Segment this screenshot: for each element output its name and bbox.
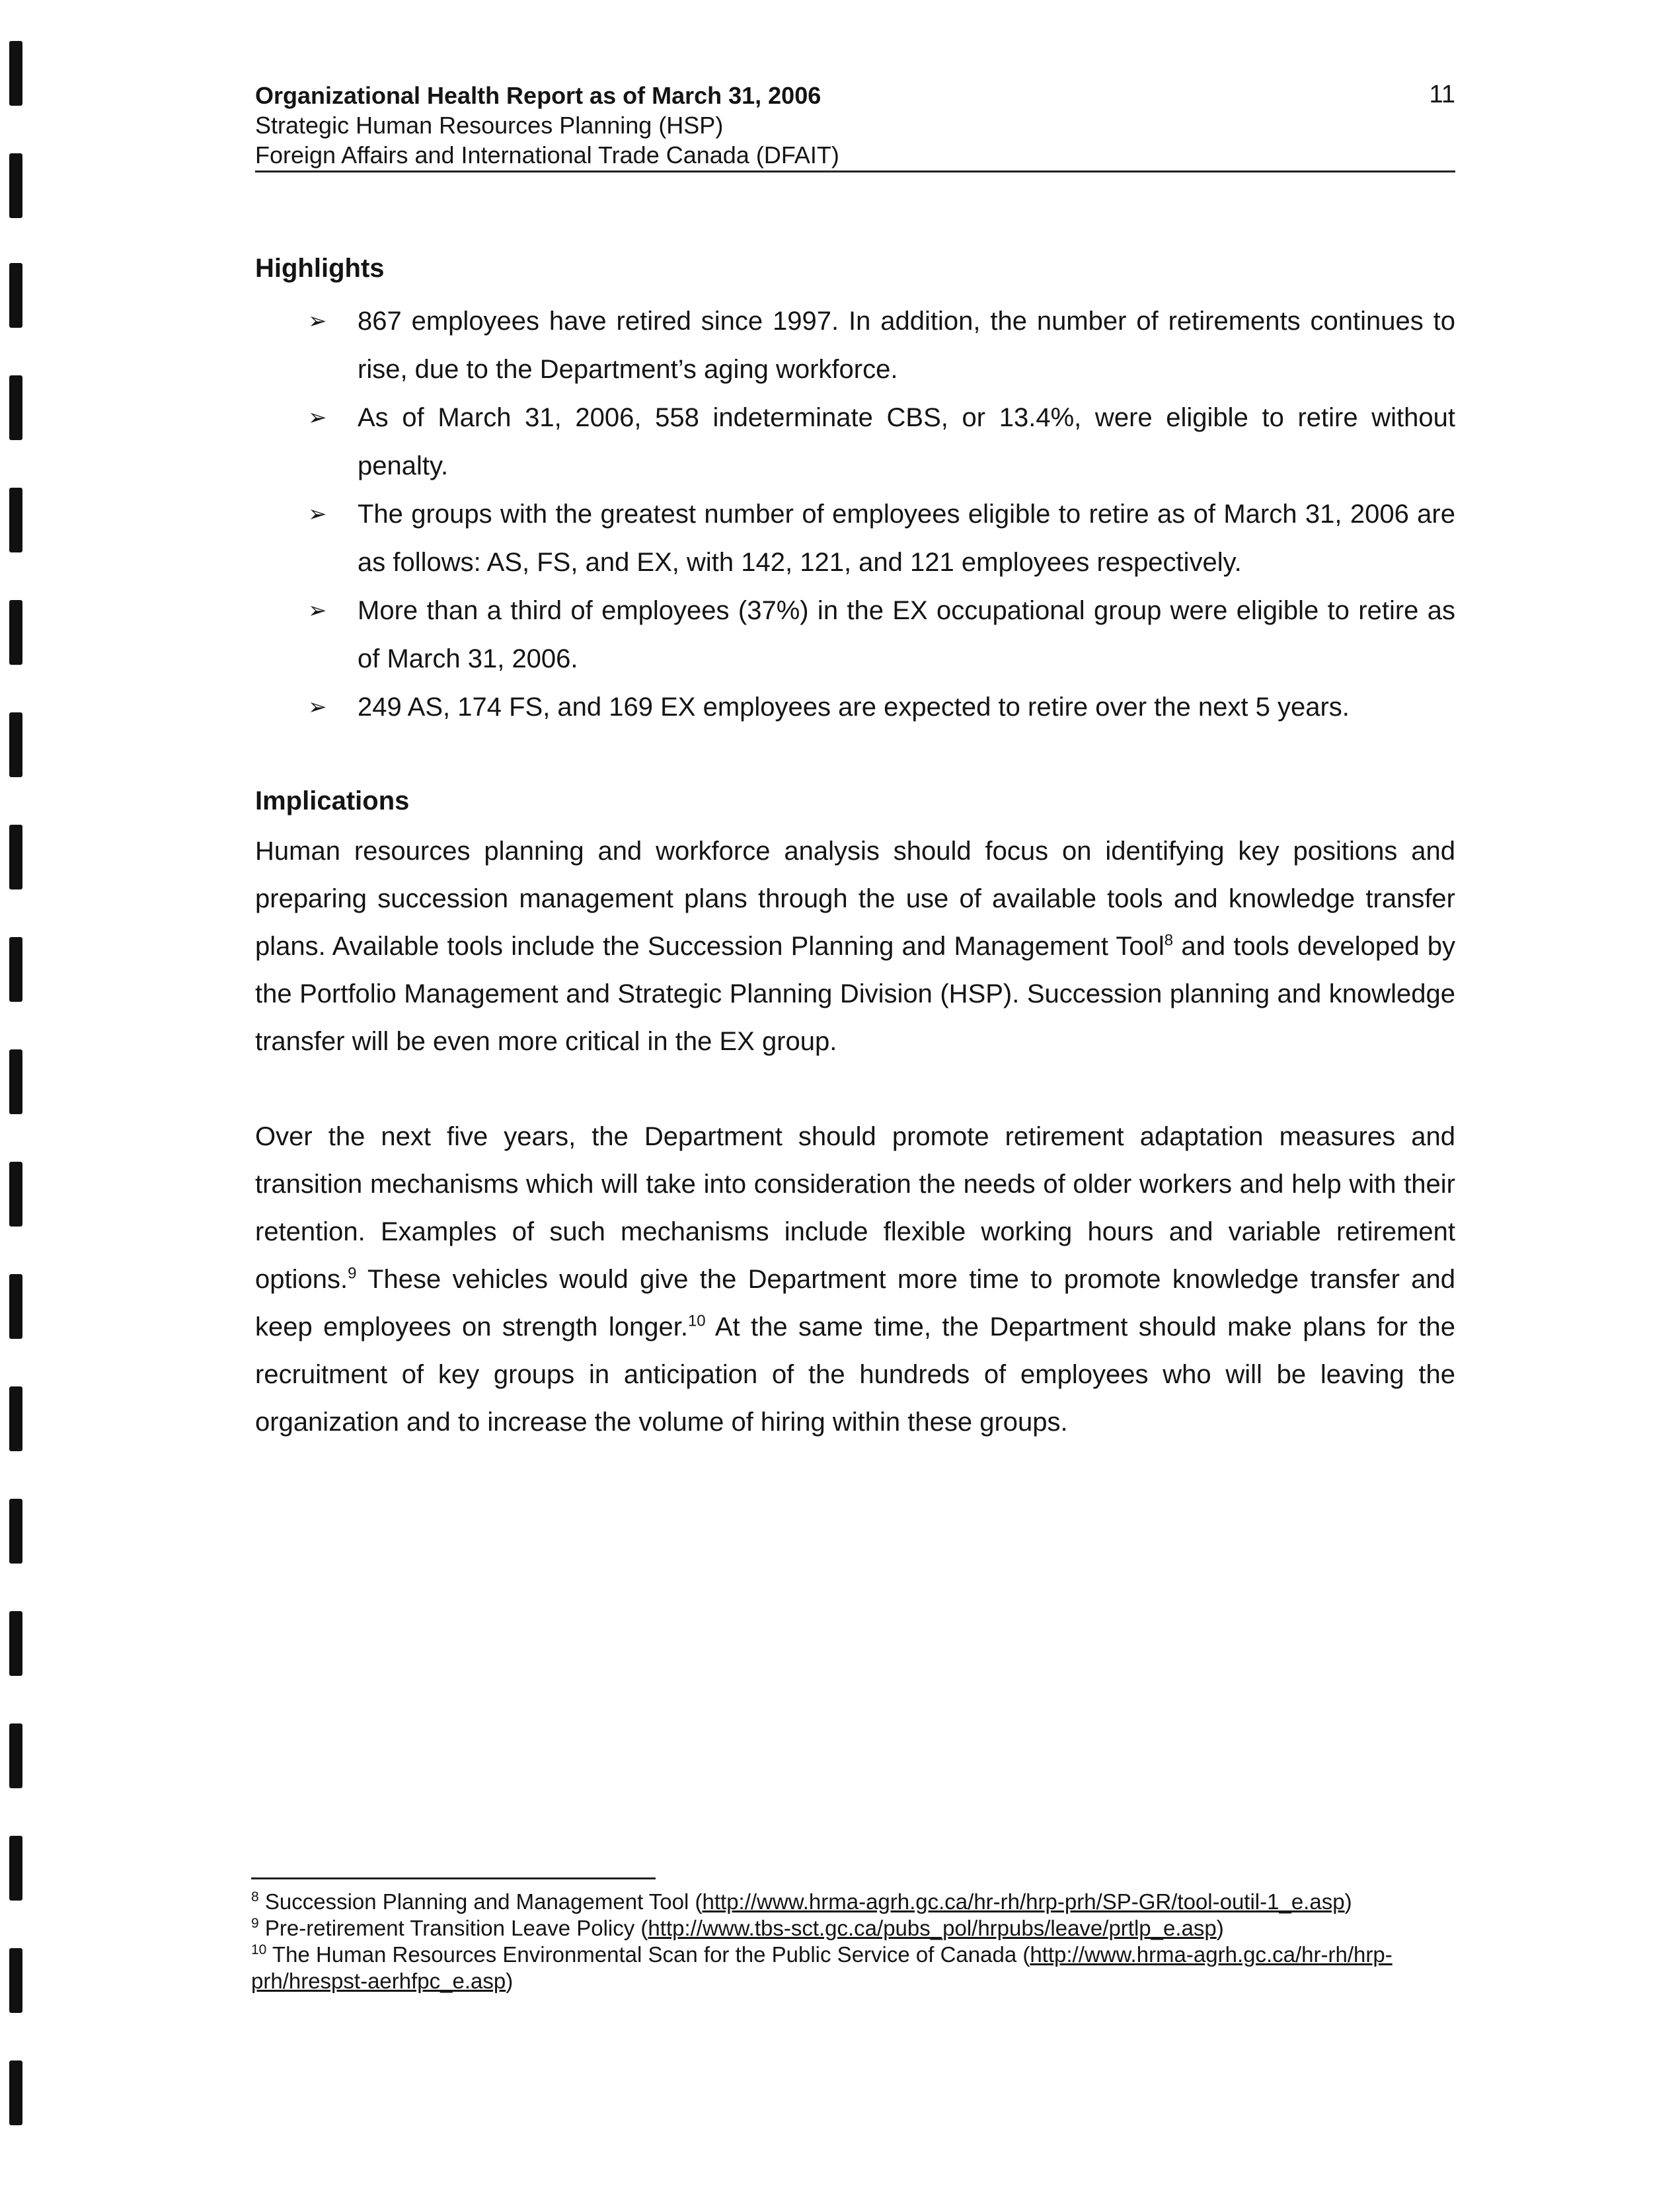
footnote-ref: 10 — [687, 1312, 706, 1330]
binder-hole-mark — [9, 1611, 22, 1676]
list-item: ➢ 249 AS, 174 FS, and 169 EX employees are expected to retire over the next 5 years. — [255, 683, 1455, 732]
footnote-ref: 8 — [1164, 931, 1174, 950]
footnote-ref: 9 — [348, 1264, 357, 1283]
binder-hole-mark — [9, 153, 22, 218]
binder-hole-mark — [9, 1948, 22, 2013]
highlights-heading: Highlights — [255, 254, 385, 283]
bullet-arrow-icon: ➢ — [308, 502, 327, 527]
binder-hole-mark — [9, 263, 22, 328]
binder-hole-mark — [9, 1499, 22, 1564]
binder-hole-mark — [9, 825, 22, 889]
implications-heading: Implications — [255, 786, 410, 815]
implications-paragraph-2: Over the next five years, the Department should promote retirement adaptation measures and transition mechanisms which will take into consideration the needs of older workers and help with their retention. Examples of such mechanisms include flexible working hours and variable retirement options.$^9$ These vehicles would give the Department more time to promote knowledge transfer and keep employees on strength longer.$^{10}$ At the same time, the Department should make plans for the recruitment of key groups in anticipation of the hundreds of employees who will be leaving the organization and to increase the volume of hiring within these groups. — [255, 1122, 1455, 1437]
bullet-arrow-icon: ➢ — [308, 309, 327, 334]
footnote-rule — [251, 1877, 656, 1879]
footnote: $^{10}$ The Human Resources Environmental Scan for the Public Service of Canada (http://www.hrma-agrh.gc.ca/hr-rh/hrp-prh/hrespst-aerhfpc_e.asp) — [251, 1942, 1393, 1993]
page-number: 11 — [1429, 81, 1455, 108]
list-item: ➢ The groups with the greatest number of employees eligible to retire as of March 31, 2006 are as follows: AS, FS, and EX, with 142, 121, and 121 employees respectively. — [255, 490, 1455, 587]
page-header — [255, 81, 1455, 170]
list-item: ➢ As of March 31, 2006, 558 indeterminate CBS, or 13.4%, were eligible to retire without penalty. — [255, 394, 1455, 490]
binder-hole-mark — [9, 2060, 22, 2125]
list-item: ➢ 867 employees have retired since 1997. In addition, the number of retirements continues to rise, due to the Department’s aging workforce. — [255, 297, 1455, 394]
binder-hole-mark — [9, 1274, 22, 1339]
highlights-list — [255, 297, 1455, 732]
department-name: Foreign Affairs and International Trade Canada (DFAIT) — [255, 141, 839, 169]
binder-hole-mark — [9, 712, 22, 777]
binder-hole-mark — [9, 1723, 22, 1788]
list-item: ➢ More than a third of employees (37%) in the EX occupational group were eligible to retire as of March 31, 2006. — [255, 587, 1455, 683]
footnote: $^8$ Succession Planning and Management Tool (http://www.hrma-agrh.gc.ca/hr-rh/hrp-prh/SP-GR/tool-outil-1_e.asp) — [251, 1889, 1352, 1914]
footnotes — [251, 1889, 1467, 1994]
report-title: Organizational Health Report as of March 31, 2006 — [255, 82, 821, 109]
binder-hole-mark — [9, 375, 22, 440]
binder-hole-mark — [9, 1386, 22, 1451]
binder-hole-mark — [9, 488, 22, 552]
binder-hole-mark — [9, 937, 22, 1002]
footnote-link[interactable]: http://www.hrma-agrh.gc.ca/hr-rh/hrp-prh/hrespst-aerhfpc_e.asp — [251, 1942, 1393, 1993]
bullet-arrow-icon: ➢ — [308, 598, 327, 623]
binder-hole-mark — [9, 600, 22, 665]
binder-hole-mark — [9, 1049, 22, 1114]
bullet-arrow-icon: ➢ — [308, 405, 327, 430]
binder-hole-mark — [9, 1162, 22, 1227]
binder-hole-mark — [9, 41, 22, 106]
binder-hole-mark — [9, 1836, 22, 1901]
header-rule — [255, 170, 1455, 172]
bullet-arrow-icon: ➢ — [308, 695, 327, 720]
footnote-link[interactable]: http://www.tbs-sct.gc.ca/pubs_pol/hrpubs/leave/prtlp_e.asp — [648, 1916, 1217, 1940]
implications-paragraph-1: Human resources planning and workforce analysis should focus on identifying key positions and preparing succession management plans through the use of available tools and knowledge transfer plans. Available tools include the Succession Planning and Management Tool$^8$ and tools developed by the Portfolio Management and Strategic Planning Division (HSP). Succession planning and knowledge transfer will be even more critical in the EX group. — [255, 837, 1455, 1056]
footnote: $^9$ Pre-retirement Transition Leave Policy (http://www.tbs-sct.gc.ca/pubs_pol/hrpubs/leave/prtlp_e.asp) — [251, 1916, 1224, 1940]
footnote-link[interactable]: http://www.hrma-agrh.gc.ca/hr-rh/hrp-prh/SP-GR/tool-outil-1_e.asp — [702, 1889, 1345, 1914]
report-subtitle: Strategic Human Resources Planning (HSP) — [255, 112, 724, 139]
